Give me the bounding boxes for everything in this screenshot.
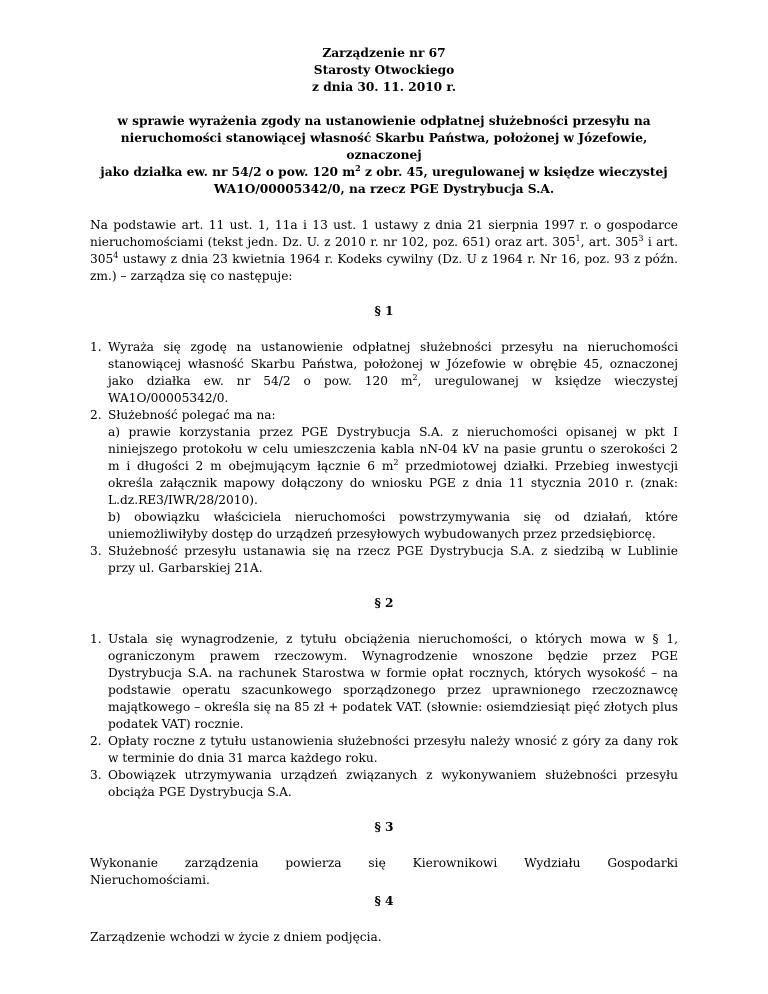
section-1-list xyxy=(90,339,678,577)
list-item: 1. Ustala się wynagrodzenie, z tytułu obciążenia nieruchomości, o których mowa w § 1, ograniczonym prawem rzeczowym. Wynagrodzenie wnoszone będzie przez PGE Dystrybucja S.A. na rachunek Starostwa w formie opłat rocznych, których wysokość – na podstawie operatu szacunkowego sporządzonego przez uprawnionego rzeczoznawcę majątkowego – określa się na 85 zł + podatek VAT. (słownie: osiemdziesiąt pięć złotych plus podatek VAT) rocznie. xyxy=(90,632,678,731)
document-header xyxy=(90,0,678,96)
section-3-text: Wykonanie zarządzenia powierza się Kierownikowi Wydziału Gospodarki Nieruchomościami. xyxy=(90,856,678,887)
list-item: 1. Wyraża się zgodę na ustanowienie odpłatnej służebności przesyłu na nieruchomości stanowiącej własność Skarbu Państwa, położonej w Józefowie w obrębie 45, oznaczonej jako działka ew. nr 54/2 o pow. 120 $m^2$, uregulowanej w księdze wieczystej WA1O/00005342/0. xyxy=(90,340,678,405)
subject-line: WA1O/00005342/0, na rzecz PGE Dystrybucja S.A. xyxy=(213,182,555,196)
list-item: 2. Opłaty roczne z tytułu ustanowienia służebności przesyłu należy wnosić z góry za dany rok w terminie do dnia 31 marca każdego roku. xyxy=(90,734,678,765)
subject-line: w sprawie wyrażenia zgody na ustanowienie odpłatnej służebności przesyłu na xyxy=(117,114,651,128)
section-4-text: Zarządzenie wchodzi w życie z dniem podjęcia. xyxy=(90,930,382,944)
section-heading-3: § 3 xyxy=(374,820,394,834)
document-subject xyxy=(90,113,678,198)
section-heading-1: § 1 xyxy=(374,304,394,318)
section-heading-2: § 2 xyxy=(374,596,394,610)
issuer: Starosty Otwockiego xyxy=(313,63,455,77)
section-2-list xyxy=(90,631,678,801)
list-item: 3. Obowiązek utrzymywania urządzeń związanych z wykonywaniem służebności przesyłu obciąża PGE Dystrybucja S.A. xyxy=(90,768,678,799)
section-heading-4: § 4 xyxy=(374,894,394,908)
issue-date: z dnia 30. 11. 2010 r. xyxy=(312,80,456,94)
ordinance-number: Zarządzenie nr 67 xyxy=(322,46,446,60)
legal-basis-paragraph: Na podstawie art. 11 ust. 1, 11a i 13 ust. 1 ustawy z dnia 21 sierpnia 1997 r. o gospodarce nieruchomościami (tekst jedn. Dz. U. z 2010 r. nr 102, poz. 651) oraz art. $305^1$, art. $305^3$ i art. $305^4$ ustawy z dnia 23 kwietnia 1964 r. Kodeks cywilny (Dz. U z 1964 r. Nr 16, poz. 93 z późn. zm.) – zarządza się co następuje: xyxy=(90,218,678,283)
subject-line: nieruchomości stanowiącej własność Skarbu Państwa, położonej w Józefowie, oznaczonej xyxy=(120,131,648,162)
list-item: 2. Służebność polegać ma na: a) prawie korzystania przez PGE Dystrybucja S.A. z nieruchomości opisanej w pkt I niniejszego protokołu w celu umieszczenia kabla nN-04 kV na pasie gruntu o szerokości 2 m i długości 2 m obejmującym łącznie 6 $m^2$ przedmiotowej działki. Przebieg inwestycji określa załącznik mapowy dołączony do wniosku PGE z dnia 11 stycznia 2010 r. (znak: L.dz.RE3/IWR/28/2010). b) obowiązku właściciela nieruchomości powstrzymywania się od działań, które uniemożliwiłyby dostęp do urządzeń przesyłowych wybudowanych przez przedsiębiorcę. xyxy=(90,408,679,541)
list-item: 3. Służebność przesyłu ustanawia się na rzecz PGE Dystrybucja S.A. z siedzibą w Lublinie przy ul. Garbarskiej 21A. xyxy=(90,544,678,575)
subject-line: jako działka ew. nr 54/2 o pow. 120 $m^2$ z obr. 45, uregulowanej w księdze wieczystej xyxy=(100,162,668,179)
